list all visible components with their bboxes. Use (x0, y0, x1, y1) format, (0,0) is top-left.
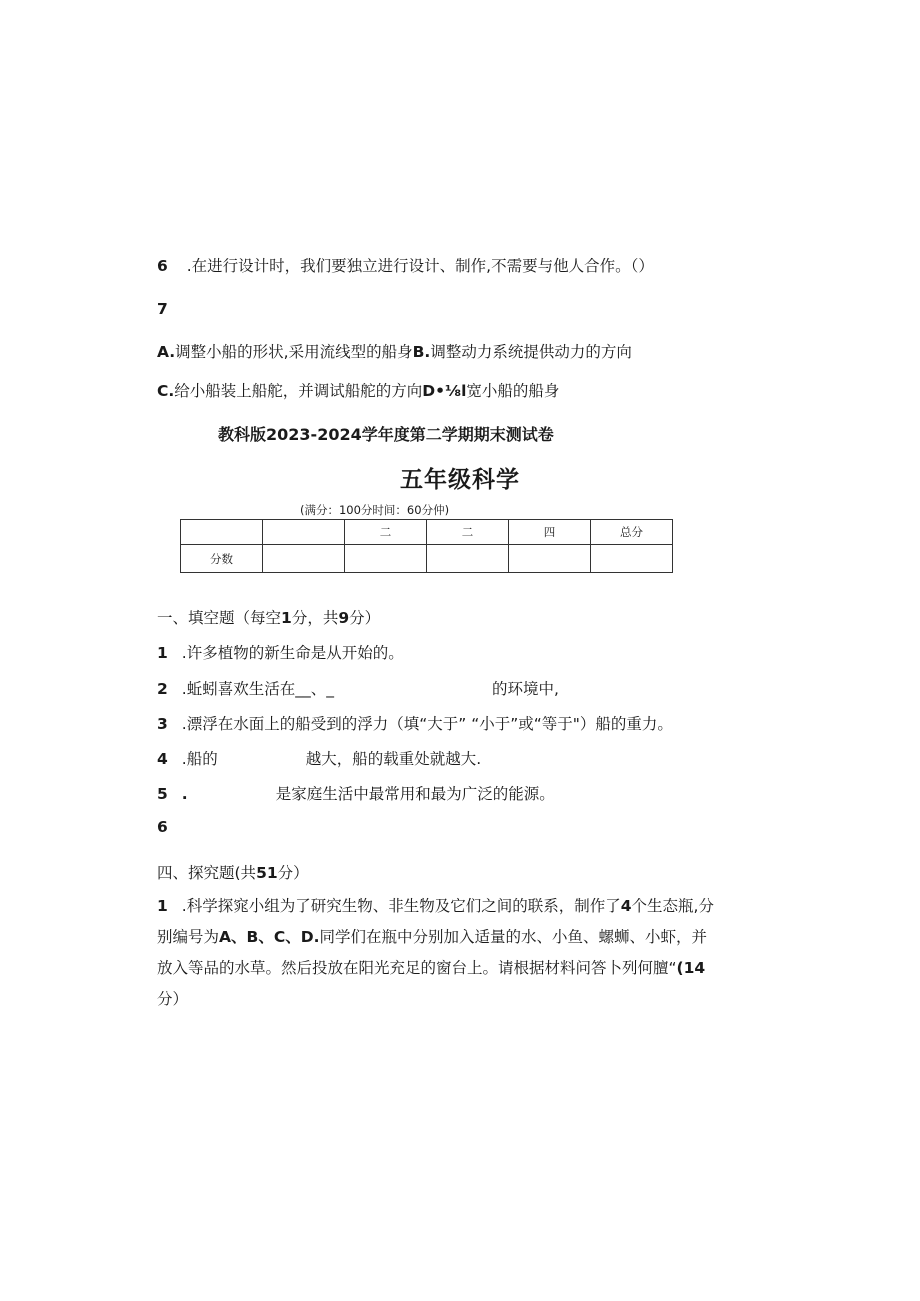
question-text: 越大，船的载重处就越大. (305, 750, 482, 768)
bottle-labels: A、B、C、D. (219, 928, 320, 946)
question-text: .船的 (181, 750, 218, 768)
fill-question-2 (157, 677, 559, 699)
question-text: .漂浮在水面上的船受到的浮力（填“大于” “小于”或“等于"）船的重力。 (181, 715, 673, 733)
fill-question-5 (157, 782, 555, 804)
inquiry-question-1 (157, 891, 717, 1015)
title-year: 2023-2024 (266, 425, 362, 444)
question-number: 2 (157, 680, 168, 698)
question-count: 4 (620, 897, 632, 915)
exam-title (218, 422, 554, 445)
section-4-heading (157, 861, 309, 883)
score-table (180, 519, 673, 573)
title-prefix: 教科版 (218, 425, 267, 444)
question-text: .许多植物的新生命是从开始的。 (181, 644, 404, 662)
question-points: (14 (676, 959, 706, 977)
question-text: . (181, 785, 188, 803)
question-text: .蚯蚓喜欢生活在__、_ (181, 680, 334, 698)
heading-total: 51 (256, 864, 278, 882)
question-text: .科学探窕小组为了研究生物、非生物及它们之间的联系，制作了 (181, 897, 621, 915)
question-text: 是家庭生活中最常用和最为广泛的能源。 (275, 785, 555, 803)
question-7-options-cd (157, 379, 559, 401)
question-7-options-ab (157, 340, 632, 362)
heading-text: 四、探究题(共 (157, 864, 257, 882)
question-text: 个生态瓶,分别编号为 (157, 897, 714, 946)
heading-points: 1 (281, 609, 292, 627)
question-number: 6 (157, 257, 168, 275)
score-cell (427, 545, 509, 573)
question-6-true-false (157, 254, 654, 276)
score-row-label: 分数 (181, 545, 263, 573)
score-header-cell (263, 520, 345, 545)
heading-text: 分） (277, 864, 309, 882)
question-7-number: 7 (157, 300, 168, 318)
section-1-heading (157, 606, 380, 628)
title-suffix: 学年度第二学期期末测试卷 (361, 425, 554, 444)
question-text: 的环境中, (491, 680, 559, 698)
heading-total: 9 (338, 609, 350, 627)
option-b-text: 调整动力系统提供动力的方向 (430, 343, 632, 361)
heading-text: 分，共 (291, 609, 339, 627)
question-number: 1 (157, 644, 168, 662)
score-cell (509, 545, 591, 573)
question-number: 1 (157, 897, 168, 915)
fill-question-1 (157, 641, 404, 663)
question-text: 分） (157, 990, 189, 1008)
score-header-cell (181, 520, 263, 545)
question-text: 同学们在瓶中分别加入适量的水、小鱼、螺蛳、小虾，并放入等品的水草。然后投放在阳光充足的窗台上。请根据材料问答卜列何膻“ (157, 928, 707, 977)
heading-text: 一、填空题（每空 (157, 609, 282, 627)
score-cell (345, 545, 427, 573)
option-d-text: 宽小船的船身 (466, 382, 560, 400)
option-a-label: A. (157, 343, 176, 361)
score-header-cell: 四 (509, 520, 591, 545)
question-number: 5 (157, 785, 168, 803)
fill-question-6-number: 6 (157, 818, 168, 836)
score-cell (591, 545, 673, 573)
score-time-info: (满分：100分时间：60分仲) (300, 503, 450, 517)
option-a-text: 调整小船的形状,采用流线型的船身 (175, 343, 413, 361)
question-text: .在进行设计时，我们要独立进行设计、制作,不需要与他人合作。（） (186, 257, 654, 275)
fill-question-4 (157, 747, 481, 769)
option-c-text: 给小船装上船舵，并调试船舵的方向 (174, 382, 423, 400)
heading-text: 分） (349, 609, 381, 627)
score-header-cell: 总分 (591, 520, 673, 545)
score-table-score-row (181, 545, 673, 573)
score-header-cell: 二 (427, 520, 509, 545)
exam-subtitle: 五年级科学 (400, 467, 520, 493)
option-d-label: D•⅛l (422, 382, 467, 400)
option-c-label: C. (157, 382, 175, 400)
fill-question-3 (157, 712, 673, 734)
question-number: 3 (157, 715, 168, 733)
question-number: 4 (157, 750, 168, 768)
score-table-header-row (181, 520, 673, 545)
score-cell (263, 545, 345, 573)
option-b-label: B. (412, 343, 431, 361)
score-header-cell: 二 (345, 520, 427, 545)
